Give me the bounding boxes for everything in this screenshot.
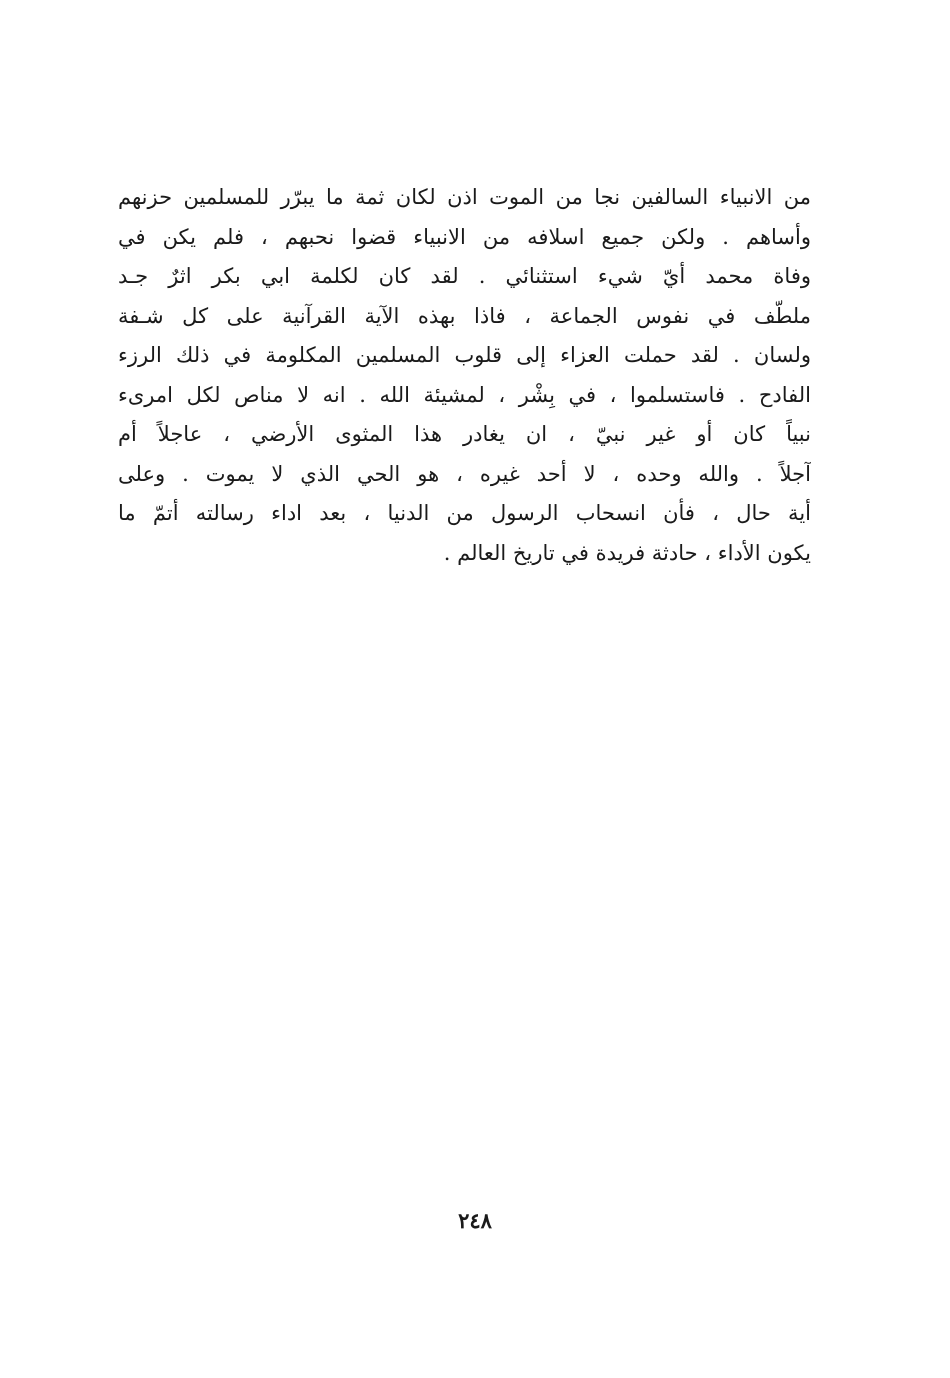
- text-line-2: وأساهم . ولكن جميع اسلافه من الانبياء قضوا نحبهم ، فلم يكن في: [118, 224, 811, 249]
- text-line-9: أية حال ، فأن انسحاب الرسول من الدنيا ، بعد اداء رسالته أتمّ ما: [118, 501, 811, 525]
- text-line-7: نبياً كان أو غير نبيّ ، ان يغادر هذا المثوى الأرضي ، عاجلاً أم: [118, 422, 811, 446]
- page-number: ٢٤٨: [458, 1208, 492, 1233]
- text-line-8: آجلاً . والله وحده ، لا أحد غيره ، هو الحي الذي لا يموت . وعلى: [118, 461, 811, 486]
- text-line-10: يكون الأداء ، حادثة فريدة في تاريخ العالم .: [443, 540, 811, 565]
- body-paragraph: [118, 178, 811, 573]
- text-line-5: ولسان . لقد حملت العزاء إلى قلوب المسلمين المكلومة في ذلك الرزء: [118, 343, 811, 367]
- text-line-4: ملطّف في نفوس الجماعة ، فاذا بهذه الآية القرآنية على كل شـفة: [118, 303, 811, 328]
- text-line-6: الفادح . فاستسلموا ، في بِشْر ، لمشيئة الله . انه لا مناص لكل امرىء: [118, 382, 811, 407]
- text-line-3: وفاة محمد أيّ شيء استثنائي . لقد كان لكلمة ابي بكر اثرٌ جـد: [118, 264, 811, 288]
- text-line-1: من الانبياء السالفين نجا من الموت اذن لكان ثمة ما يبرّر للمسلمين حزنهم: [118, 185, 811, 209]
